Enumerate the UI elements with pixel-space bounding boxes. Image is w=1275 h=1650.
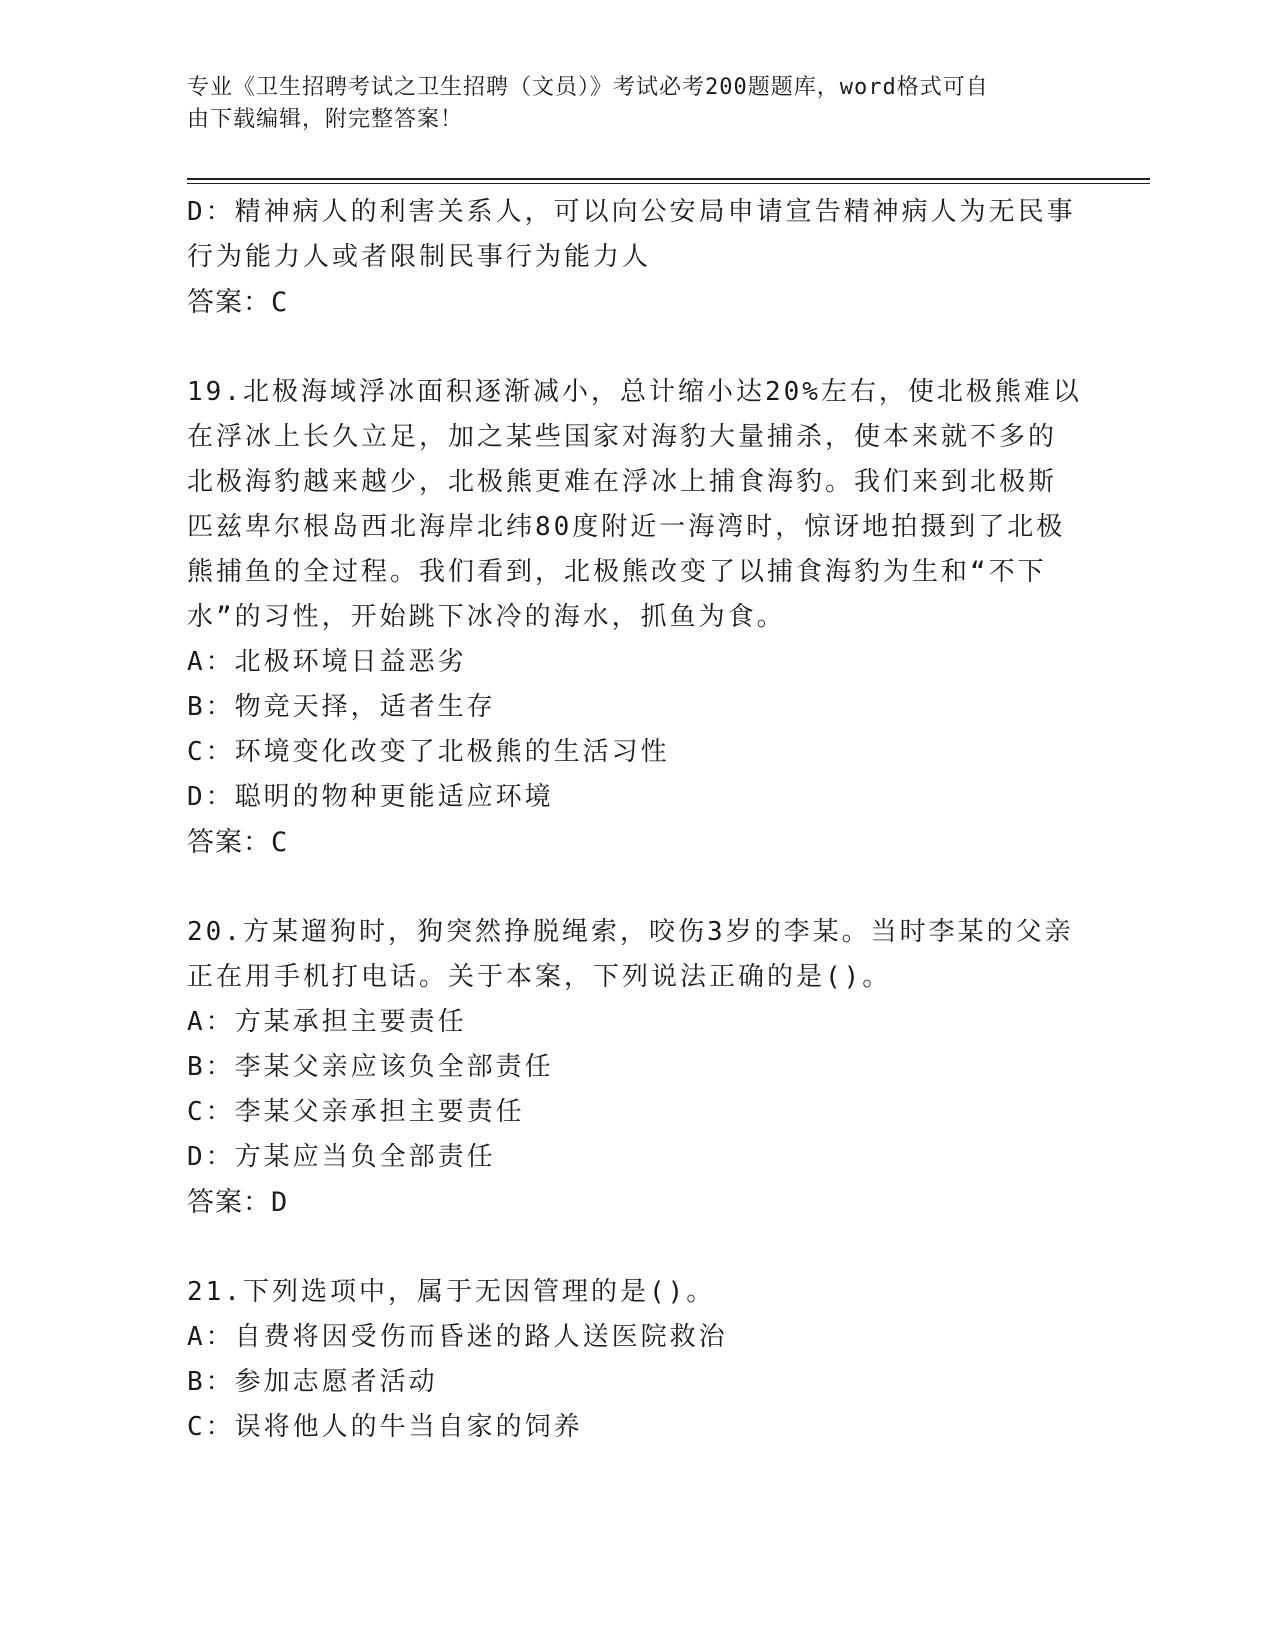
- question-21: [187, 1270, 1087, 1450]
- option-b: B：物竞天择，适者生存: [187, 692, 496, 722]
- option-d: D：聪明的物种更能适应环境: [187, 782, 554, 812]
- answer: 答案：C: [187, 287, 289, 318]
- document-header: [187, 72, 1067, 136]
- option-a: A：自费将因受伤而昏迷的路人送医院救治: [187, 1322, 728, 1352]
- option-d: D：精神病人的利害关系人，可以向公安局申请宣告精神病人为无民事: [187, 197, 1076, 227]
- option-d: D：方某应当负全部责任: [187, 1142, 496, 1172]
- question-19: [187, 370, 1087, 865]
- option-d-continued: 行为能力人或者限制民事行为能力人: [187, 242, 652, 272]
- question-stem: 水”的习性，开始跳下冰冷的海水，抓鱼为食。: [187, 602, 786, 632]
- question-stem: 北极海豹越来越少，北极熊更难在浮冰上捕食海豹。我们来到北极斯: [187, 467, 1058, 497]
- option-c: C：李某父亲承担主要责任: [187, 1097, 525, 1127]
- spacer: [187, 1225, 1087, 1270]
- question-stem: 在浮冰上长久立足，加之某些国家对海豹大量捕杀，使本来就不多的: [187, 422, 1058, 452]
- question-18-tail: [187, 190, 1087, 325]
- header-line: 专业《卫生招聘考试之卫生招聘（文员）》考试必考200题题库，word格式可自: [187, 75, 989, 100]
- question-stem: 21.下列选项中，属于无因管理的是()。: [187, 1277, 716, 1307]
- option-a: A：方某承担主要责任: [187, 1007, 467, 1037]
- option-a: A：北极环境日益恶劣: [187, 647, 467, 677]
- question-20: [187, 910, 1087, 1225]
- option-c: C：环境变化改变了北极熊的生活习性: [187, 737, 670, 767]
- spacer: [187, 325, 1087, 370]
- spacer: [187, 865, 1087, 910]
- header-line: 由下载编辑，附完整答案！: [187, 107, 464, 132]
- question-list: [187, 190, 1087, 1450]
- answer: 答案：D: [187, 1187, 289, 1218]
- header-divider: [187, 178, 1150, 184]
- question-stem: 20.方某遛狗时，狗突然挣脱绳索，咬伤3岁的李某。当时李某的父亲: [187, 917, 1074, 947]
- question-stem: 匹兹卑尔根岛西北海岸北纬80度附近一海湾时，惊讶地拍摄到了北极: [187, 512, 1066, 542]
- question-stem: 熊捕鱼的全过程。我们看到，北极熊改变了以捕食海豹为生和“不下: [187, 557, 1047, 587]
- answer: 答案：C: [187, 827, 289, 858]
- option-b: B：参加志愿者活动: [187, 1367, 438, 1397]
- question-stem: 正在用手机打电话。关于本案，下列说法正确的是()。: [187, 962, 892, 992]
- question-stem: 19.北极海域浮冰面积逐渐减小，总计缩小达20%左右，使北极熊难以: [187, 377, 1082, 407]
- option-c: C：误将他人的牛当自家的饲养: [187, 1412, 583, 1442]
- option-b: B：李某父亲应该负全部责任: [187, 1052, 554, 1082]
